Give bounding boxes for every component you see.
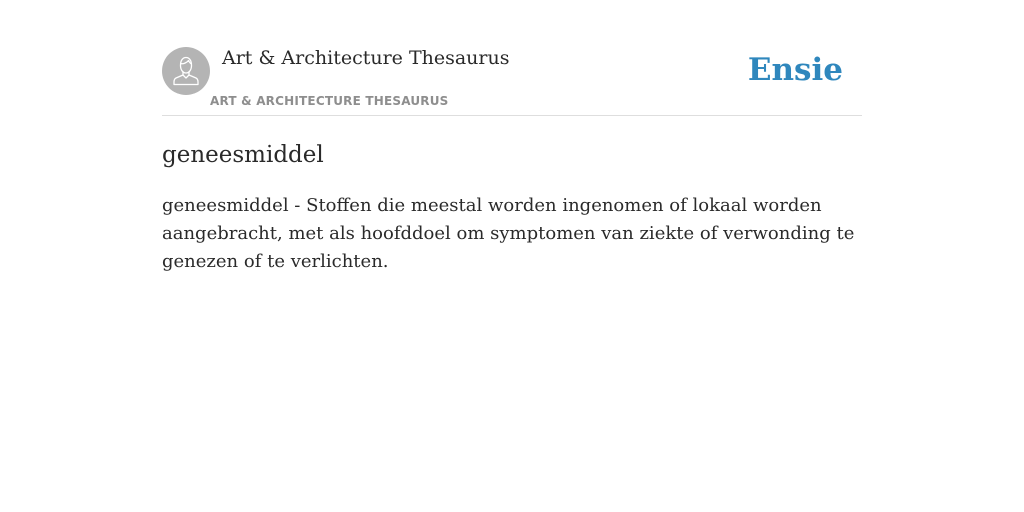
source-title-link[interactable]: Art & Architecture Thesaurus <box>222 47 510 69</box>
entry-definition: geneesmiddel - Stoffen die meestal worden ingenomen of lokaal worden aangebracht, met als hoofddoel om symptomen van ziekte of verwonding te genezen of te verlichten. <box>162 195 855 272</box>
source-subtitle: ART & ARCHITECTURE THESAURUS <box>210 94 449 108</box>
user-icon <box>162 47 210 95</box>
brand-logo[interactable]: Ensie <box>747 52 843 88</box>
entry-term: geneesmiddel <box>162 142 324 168</box>
entry-header <box>162 0 862 116</box>
source-avatar[interactable] <box>162 47 210 95</box>
content-container <box>162 0 862 272</box>
